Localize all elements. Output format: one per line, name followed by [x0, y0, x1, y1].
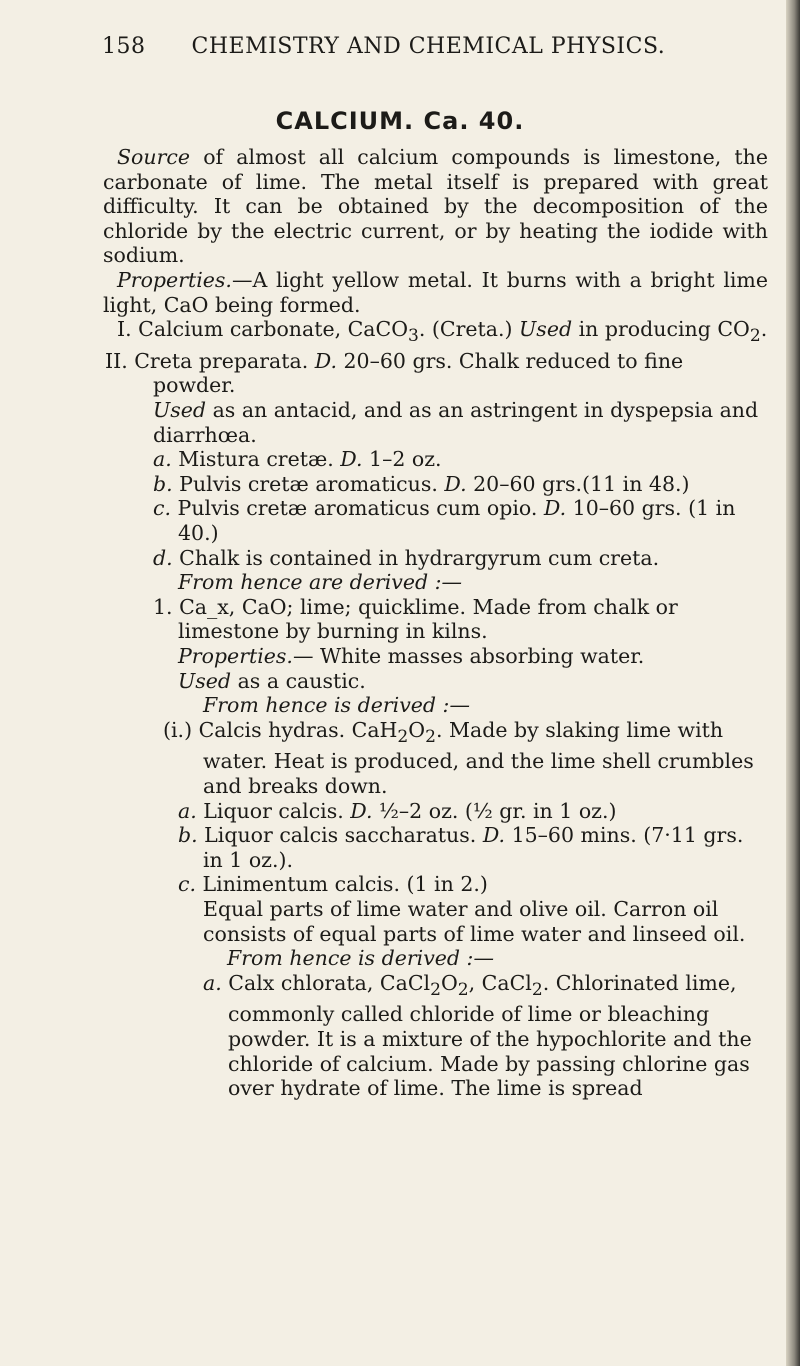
item-I-text3: in producing CO [572, 317, 750, 342]
from-hence-is-1-text: From hence is derived :— [203, 693, 470, 718]
calx-a-text2: O [440, 970, 458, 995]
roman-a-dose: ½–2 oz. (½ gr. in 1 oz.) [372, 798, 617, 823]
sub-b-dose: 20–60 grs.(11 in 48.) [466, 471, 690, 496]
roman-i-text: Calcis hydras. CaH [198, 717, 398, 742]
item-I-text: Calcium carbonate, CaCO [138, 317, 409, 342]
roman-b-letter: b. [178, 823, 198, 848]
item-I [103, 317, 768, 349]
from-hence-is-2-text: From hence is derived :— [227, 946, 494, 971]
from-hence-is-1 [103, 693, 768, 718]
roman-c-note [103, 897, 768, 946]
roman-i-sub: 2 [397, 726, 409, 747]
item-I-text4: . [760, 317, 768, 342]
sub-d-letter: d. [153, 545, 173, 570]
num-1-num: 1. [153, 594, 173, 619]
roman-c [103, 872, 768, 897]
item-II-text: Creta preparata. [134, 348, 315, 373]
properties-label: Properties. [117, 267, 232, 292]
sub-a-text: Mistura cretæ. [178, 447, 341, 472]
num-1-props-text: — White masses absorbing water. [292, 643, 645, 668]
sub-a-dose: 1–2 oz. [362, 447, 442, 472]
sub-b [103, 472, 768, 497]
page-edge-shadow [786, 0, 800, 1366]
roman-i-text3: . Made by slaking lime with water. Heat is produced, and the lime shell crumbles and breaks down. [203, 717, 754, 799]
sub-a-dose-label: D. [340, 447, 363, 472]
roman-b-dose-label: D. [482, 823, 506, 848]
item-II-dose: 20–60 grs. Chalk reduced to fine powder. [153, 348, 684, 398]
sub-c-dose-label: D. [543, 496, 567, 521]
sub-c-dose: 10–60 grs. (1 in 40.) [178, 496, 736, 545]
roman-b-dose: 15–60 mins. (7·11 grs. in 1 oz.). [203, 823, 744, 872]
source-paragraph [103, 145, 768, 268]
source-text: of almost all calcium compounds is limestone, the carbonate of lime. The metal itself is prepared with great difficulty. It can be obtained by the decomposition of the chloride by the electric current, or by heating the iodide with sodium. [103, 145, 768, 268]
from-hence-are [103, 570, 768, 595]
roman-c-note-text: Equal parts of lime water and olive oil. Carron oil consists of equal parts of lime water and linseed oil. [203, 897, 746, 946]
sub-c [103, 496, 768, 545]
running-title: CHEMISTRY AND CHEMICAL PHYSICS. [191, 34, 666, 59]
item-I-sub: 3 [408, 326, 419, 347]
item-II-used-label: Used [153, 398, 207, 423]
roman-b-text: Liquor calcis saccharatus. [204, 823, 483, 848]
calx-a-text4: . Chlorinated lime, commonly called chloride of lime or bleaching powder. It is a mixture of the hypochlorite and the chloride of calcium. Made by passing chlorine gas over hydrate of lime. The lime is spread [228, 970, 752, 1101]
text-body [103, 145, 768, 1101]
sub-b-dose-label: D. [444, 471, 467, 496]
sub-c-letter: c. [153, 496, 171, 521]
num-1-props-label: Properties. [178, 643, 293, 668]
calx-a-letter: a. [203, 970, 222, 995]
item-I-num: I. [117, 317, 132, 342]
calx-a [103, 971, 768, 1101]
from-hence-are-text: From hence are derived :— [178, 570, 463, 595]
calx-a-sub: 2 [430, 979, 441, 1000]
roman-b [103, 823, 768, 872]
sub-d-text: Chalk is contained in hydrargyrum cum creta. [179, 545, 660, 570]
sub-a [103, 447, 768, 472]
item-I-sub2: 2 [749, 326, 761, 347]
sub-c-text: Pulvis cretæ aromaticus cum opio. [177, 496, 544, 521]
num-1-text: Ca_x, CaO; lime; quicklime. Made from chalk or limestone by burning in kilns. [178, 594, 678, 644]
item-I-used: Used [519, 317, 573, 342]
running-header [102, 34, 702, 59]
roman-c-letter: c. [178, 872, 196, 897]
item-II [103, 349, 768, 398]
num-1-properties [103, 644, 768, 669]
roman-i-num: (i.) [163, 717, 193, 742]
item-II-used-text: as an antacid, and as an astringent in dyspepsia and diarrhœa. [153, 398, 759, 447]
roman-a-text: Liquor calcis. [203, 798, 351, 823]
source-label: Source [117, 145, 191, 169]
item-II-dose-label: D. [314, 348, 337, 373]
sub-d [103, 546, 768, 571]
calx-a-text3: , CaCl [468, 970, 532, 995]
roman-a [103, 799, 768, 824]
num-1-used-text: as a caustic. [231, 668, 366, 693]
page-number: 158 [102, 34, 146, 59]
sub-b-text: Pulvis cretæ aromaticus. [179, 471, 445, 496]
sub-b-letter: b. [153, 471, 173, 496]
num-1-used-label: Used [178, 668, 232, 693]
roman-i-sub2: 2 [425, 726, 436, 747]
calx-a-sub2: 2 [457, 979, 469, 1000]
roman-a-letter: a. [178, 798, 197, 823]
roman-i [103, 718, 768, 799]
roman-i-text2: O [408, 717, 426, 742]
calx-a-sub3: 2 [531, 979, 543, 1000]
num-1 [103, 595, 768, 644]
calx-a-text: Calx chlorata, CaCl [228, 970, 431, 995]
from-hence-is-2 [103, 946, 768, 971]
roman-a-dose-label: D. [350, 798, 373, 823]
item-I-text2: . (Creta.) [418, 317, 520, 342]
item-II-num: II. [105, 348, 128, 373]
properties-text: —A light yellow metal. It burns with a bright lime light, CaO being formed. [103, 267, 768, 317]
section-title: CALCIUM. Ca. 40. [275, 107, 525, 135]
item-II-used [103, 398, 768, 447]
sub-a-letter: a. [153, 447, 172, 472]
properties-paragraph [103, 268, 768, 317]
num-1-used [103, 669, 768, 694]
roman-c-text: Linimentum calcis. (1 in 2.) [202, 872, 488, 897]
